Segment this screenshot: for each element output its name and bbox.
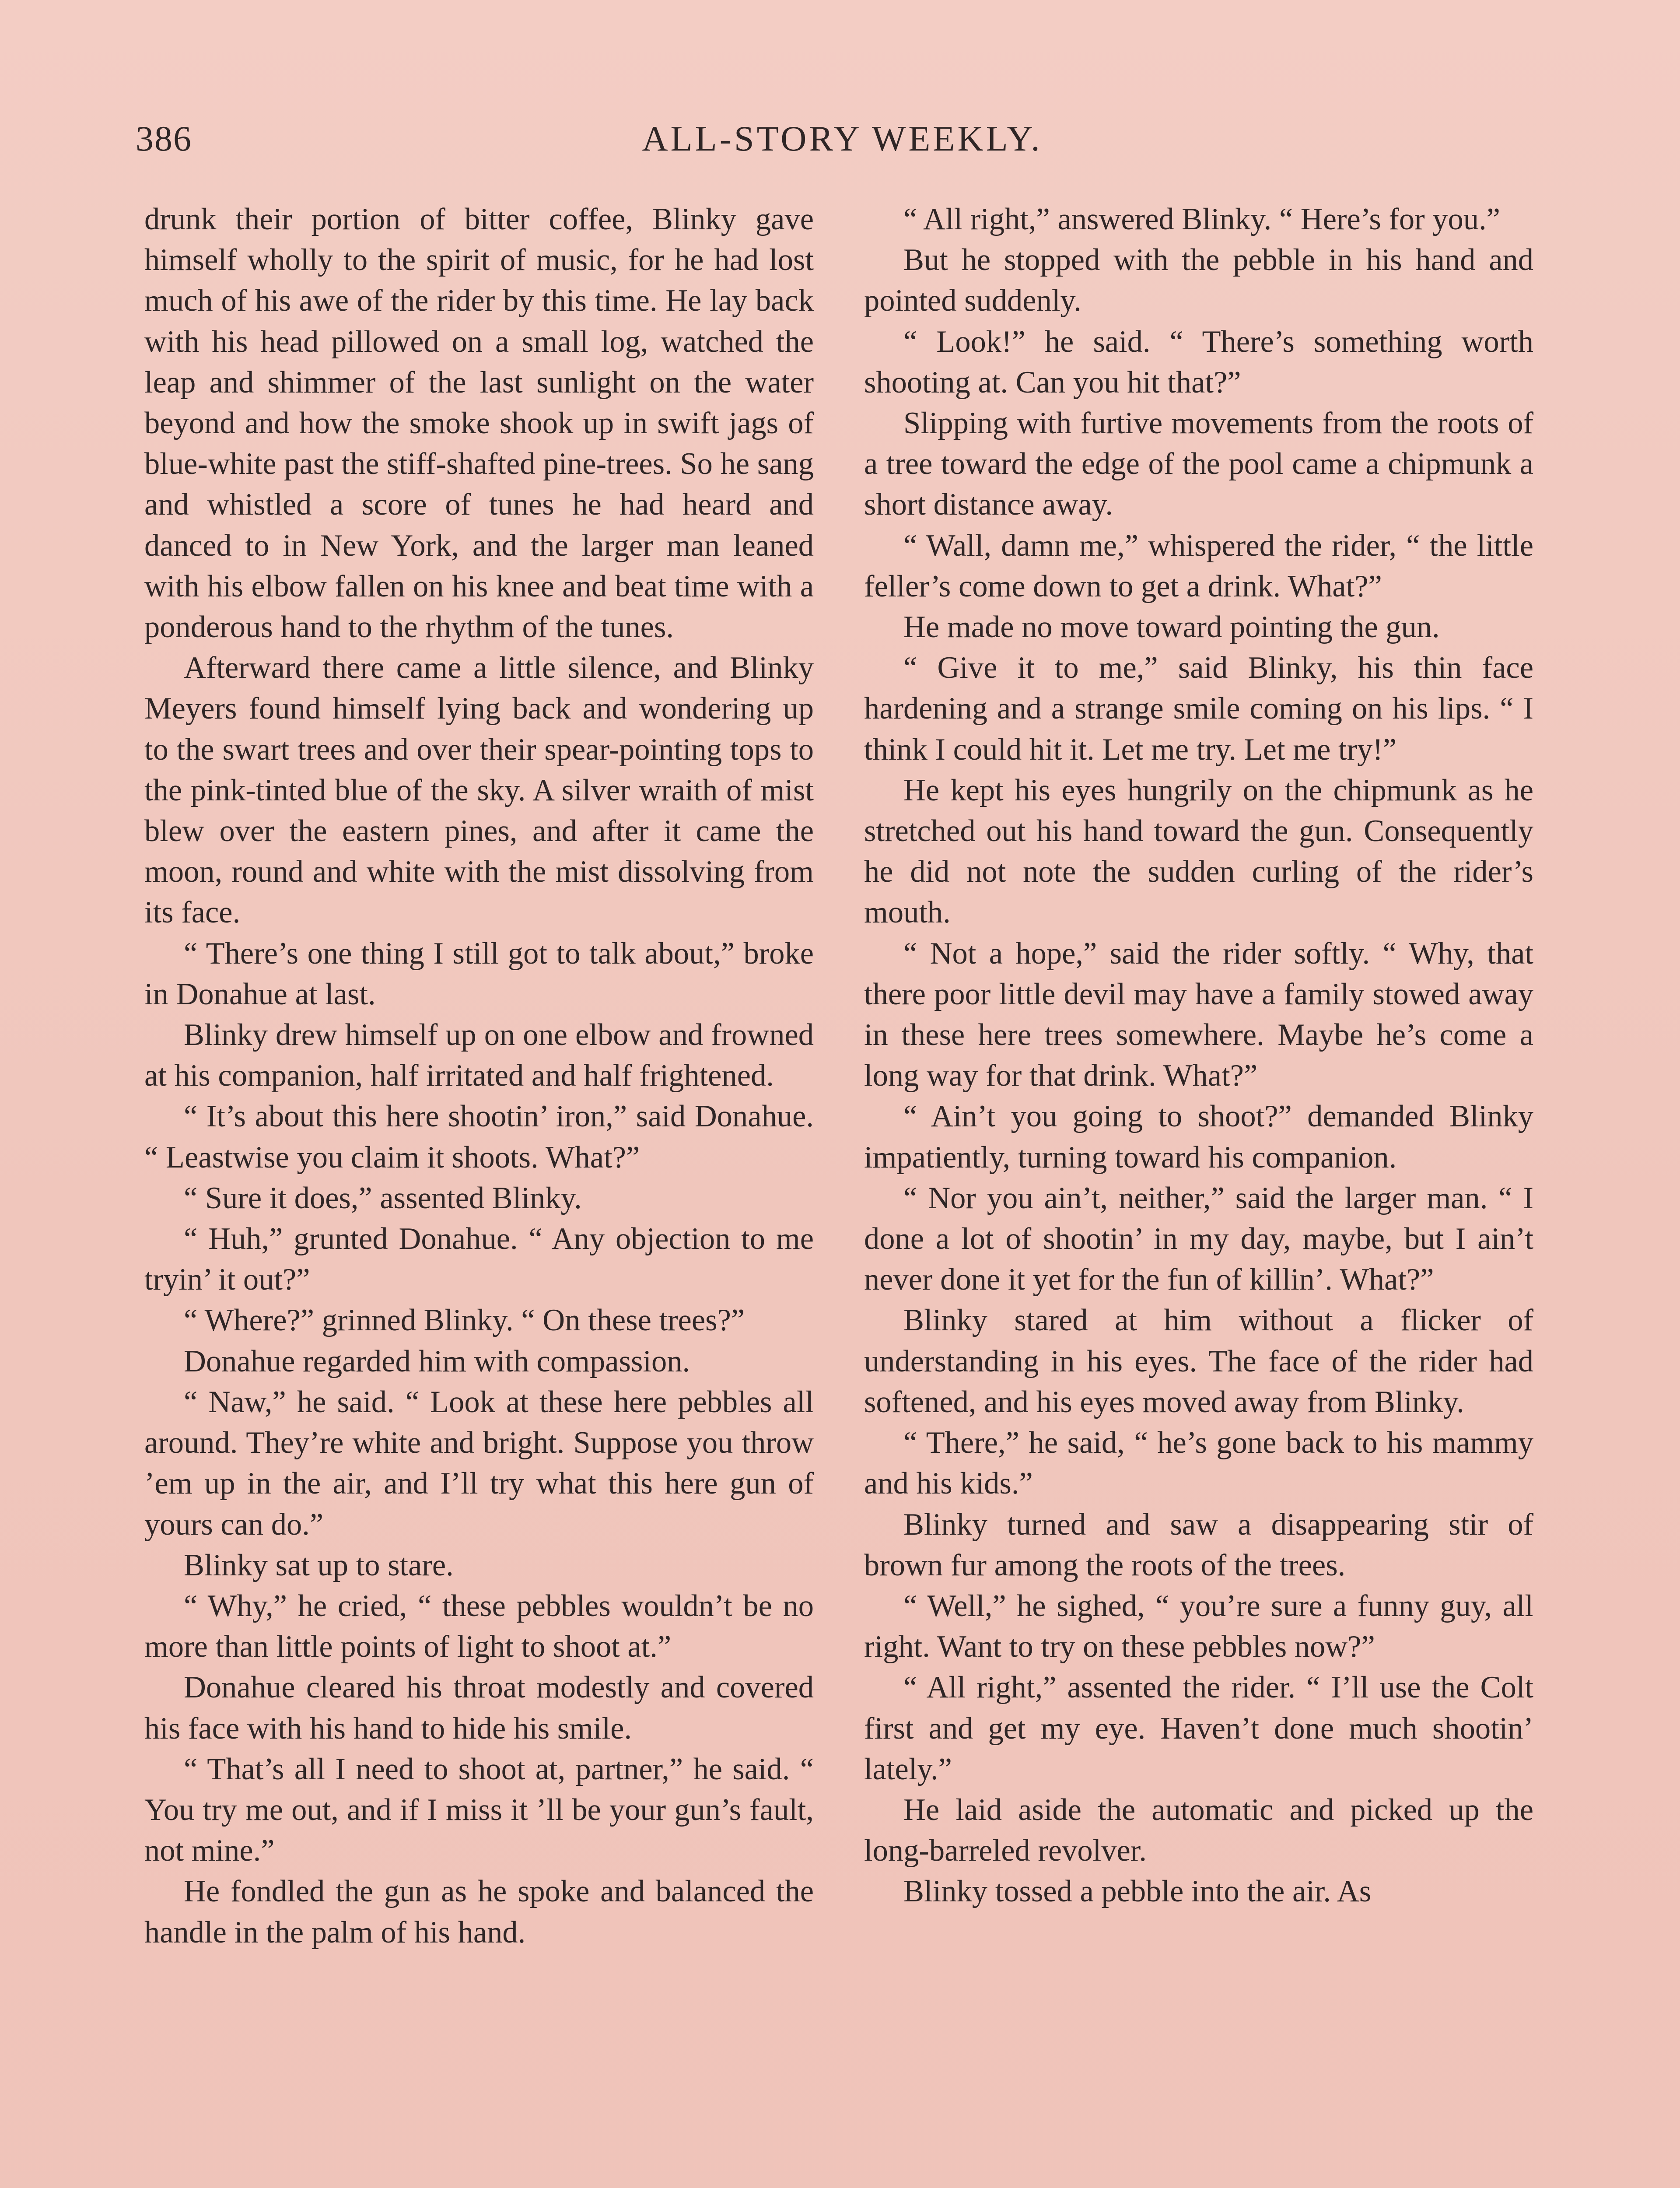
paragraph: “ Wall, damn me,” whispered the rider, “ the little feller’s come down to get a drink. What?”	[864, 528, 1533, 603]
right-column	[864, 199, 1533, 1912]
paragraph: Blinky sat up to stare.	[184, 1548, 454, 1582]
paragraph: “ It’s about this here shootin’ iron,” said Donahue. “ Leastwise you claim it shoots. What?”	[144, 1099, 814, 1175]
paragraph: “ Give it to me,” said Blinky, his thin face hardening and a strange smile coming on his lips. “ I think I could hit it. Let me try. Let me try!”	[864, 651, 1533, 767]
paragraph: “ Where?” grinned Blinky. “ On these trees?”	[184, 1303, 745, 1338]
paragraph: He made no move toward pointing the gun.	[903, 610, 1440, 645]
paragraph: drunk their portion of bitter coffee, Blinky gave himself wholly to the spirit of music, for he had lost much of his awe of the rider by this time. He lay back with his head pillowed on a small log, watched the leap and shimmer of the last sunlight on the water beyond and how the smoke shook up in swift jags of blue-white past the stiff-shafted pine-trees. So he sang and whistled a score of tunes he had heard and danced to in New York, and the larger man leaned with his elbow fallen on his knee and beat time with a ponderous hand to the rhythm of the tunes.	[144, 202, 814, 645]
paragraph: “ Nor you ain’t, neither,” said the larger man. “ I done a lot of shootin’ in my day, maybe, but I ain’t never done it yet for the fun of killin’. What?”	[864, 1181, 1533, 1297]
paragraph: “ Ain’t you going to shoot?” demanded Blinky impatiently, turning toward his companion.	[864, 1099, 1533, 1175]
paragraph: “ All right,” answered Blinky. “ Here’s for you.”	[903, 202, 1500, 236]
paragraph: He kept his eyes hungrily on the chipmunk as he stretched out his hand toward the gun. Consequently he did not note the sudden curling of the rider’s mouth.	[864, 773, 1533, 930]
paragraph: “ That’s all I need to shoot at, partner,” he said. “ You try me out, and if I miss it ’ll be your gun’s fault, not mine.”	[144, 1752, 814, 1868]
paragraph: “ All right,” assented the rider. “ I’ll use the Colt first and get my eye. Haven’t done much shootin’ lately.”	[864, 1670, 1533, 1786]
page-header	[136, 118, 1549, 184]
page-number: 386	[136, 119, 192, 158]
paragraph: Blinky tossed a pebble into the air. As	[903, 1874, 1372, 1909]
paragraph: Slipping with furtive movements from the roots of a tree toward the edge of the pool came a chipmunk a short distance away.	[864, 406, 1533, 522]
paragraph: He laid aside the automatic and picked up the long-barreled revolver.	[864, 1792, 1533, 1868]
paragraph: Blinky turned and saw a disappearing stir of brown fur among the roots of the trees.	[864, 1507, 1533, 1582]
paragraph: Donahue cleared his throat modestly and covered his face with his hand to hide his smile.	[144, 1670, 814, 1746]
left-column	[144, 199, 814, 1953]
paragraph: “ Why,” he cried, “ these pebbles wouldn’t be no more than little points of light to shoot at.”	[144, 1588, 814, 1664]
paragraph: “ There,” he said, “ he’s gone back to his mammy and his kids.”	[864, 1426, 1533, 1501]
paragraph: “ Naw,” he said. “ Look at these here pebbles all around. They’re white and bright. Suppose you throw ’em up in the air, and I’ll try what this here gun of yours can do.”	[144, 1385, 814, 1542]
paragraph: “ Huh,” grunted Donahue. “ Any objection to me tryin’ it out?”	[144, 1222, 814, 1297]
paragraph: Afterward there came a little silence, and Blinky Meyers found himself lying back and wondering up to the swart trees and over their spear-pointing tops to the pink-tinted blue of the sky. A silver wraith of mist blew over the eastern pines, and after it came the moon, round and white with the mist dissolving from its face.	[144, 651, 814, 930]
paragraph: “ Sure it does,” assented Blinky.	[184, 1181, 582, 1215]
paragraph: Blinky stared at him without a flicker of understanding in his eyes. The face of the rider had softened, and his eyes moved away from Blinky.	[864, 1303, 1533, 1419]
paragraph: “ Look!” he said. “ There’s something worth shooting at. Can you hit that?”	[864, 324, 1533, 400]
paragraph: Donahue regarded him with compassion.	[184, 1344, 690, 1378]
paragraph: He fondled the gun as he spoke and balanced the handle in the palm of his hand.	[144, 1874, 814, 1950]
paragraph: “ There’s one thing I still got to talk about,” broke in Donahue at last.	[144, 936, 814, 1011]
paragraph: Blinky drew himself up on one elbow and frowned at his companion, half irritated and half frightened.	[144, 1018, 814, 1093]
running-title: ALL-STORY WEEKLY.	[642, 119, 1043, 158]
paragraph: But he stopped with the pebble in his hand and pointed suddenly.	[864, 243, 1533, 318]
paragraph: “ Well,” he sighed, “ you’re sure a funny guy, all right. Want to try on these pebbles now?”	[864, 1588, 1533, 1664]
paragraph: “ Not a hope,” said the rider softly. “ Why, that there poor little devil may have a family stowed away in these here trees somewhere. Maybe he’s come a long way for that drink. What?”	[864, 936, 1533, 1093]
